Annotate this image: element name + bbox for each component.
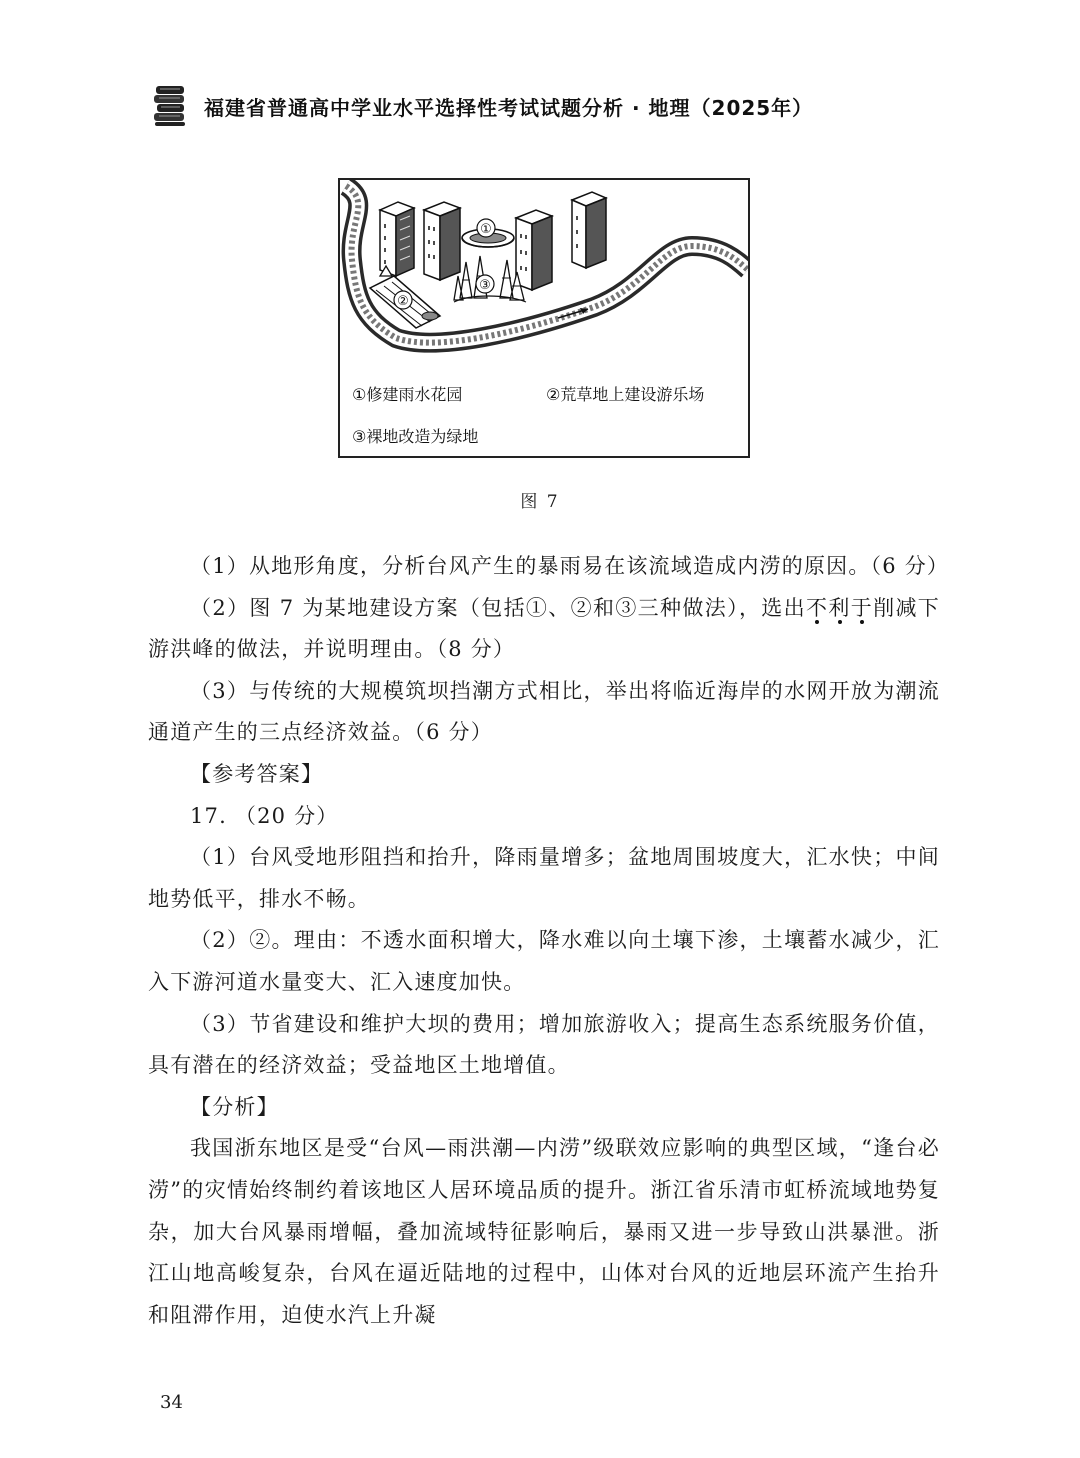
question-1: （1）从地形角度，分析台风产生的暴雨易在该流域造成内涝的原因。（6 分）	[190, 554, 950, 578]
page-number: 34	[160, 1392, 183, 1413]
marker-1: ①	[480, 222, 492, 237]
answer-2: （2）②。理由：不透水面积增大，降水难以向土壤下渗，土壤蓄水减少，汇入下游河道水量变大、汇入速度加快。	[148, 928, 940, 994]
emphasis-char: 于	[850, 595, 874, 620]
analysis-text: 我国浙东地区是受“台风—雨洪潮—内涝”级联效应影响的典型区域，“逢台必涝”的灾情始终制约着该地区人居环境品质的提升。浙江省乐清市虹桥流域地势复杂，加大台风暴雨增幅，叠加流域特征影响后，暴雨又进一步导致山洪暴泄。浙江山地高峻复杂，台风在逼近陆地的过程中，山体对台风的近地层环流产生抬升和阻滞作用，迫使水汽上升凝	[148, 1136, 940, 1327]
building-4	[572, 192, 606, 268]
question-2-part-b: 削减下游洪峰的做法，并说明理由。（8 分）	[148, 595, 940, 662]
analysis-heading: 【分析】	[190, 1094, 279, 1119]
header-title: 福建省普通高中学业水平选择性考试试题分析 · 地理（2025年）	[204, 95, 814, 120]
marker-3: ③	[479, 278, 491, 293]
book-stack-icon	[150, 84, 190, 128]
emphasis-char: 利	[828, 595, 851, 620]
question-2	[148, 588, 940, 671]
legend-item-playground: ②荒草地上建设游乐场	[546, 385, 705, 404]
answer-number: 17. （20 分）	[190, 803, 339, 828]
main-content	[148, 546, 950, 1336]
figure-7	[338, 178, 750, 458]
legend-item-rain-garden: ①修建雨水花园	[352, 385, 463, 404]
emphasis-char: 不	[806, 595, 829, 620]
question-3: （3）与传统的大规模筑坝挡潮方式相比，举出将临近海岸的水网开放为潮流通道产生的三点经济效益。（6 分）	[148, 678, 940, 745]
building-3	[516, 210, 552, 290]
figure-illustration	[340, 180, 748, 375]
page-header	[150, 84, 950, 128]
marker-2: ②	[397, 294, 409, 309]
answer-1: （1）台风受地形阻挡和抬升，降雨量增多；盆地周围坡度大，汇水快；中间地势低平，排水不畅。	[148, 845, 940, 911]
legend-item-green-land: ③裸地改造为绿地	[352, 427, 479, 446]
figure-caption: 图 7	[520, 492, 560, 512]
building-1	[380, 202, 414, 276]
question-2-part-a: （2）图 7 为某地建设方案（包括①、②和③三种做法），选出	[190, 595, 807, 620]
building-2	[424, 202, 460, 280]
answer-heading: 【参考答案】	[190, 761, 324, 786]
answer-3: （3）节省建设和维护大坝的费用；增加旅游收入；提高生态系统服务价值，具有潜在的经济效益；受益地区土地增值。	[148, 1011, 940, 1078]
